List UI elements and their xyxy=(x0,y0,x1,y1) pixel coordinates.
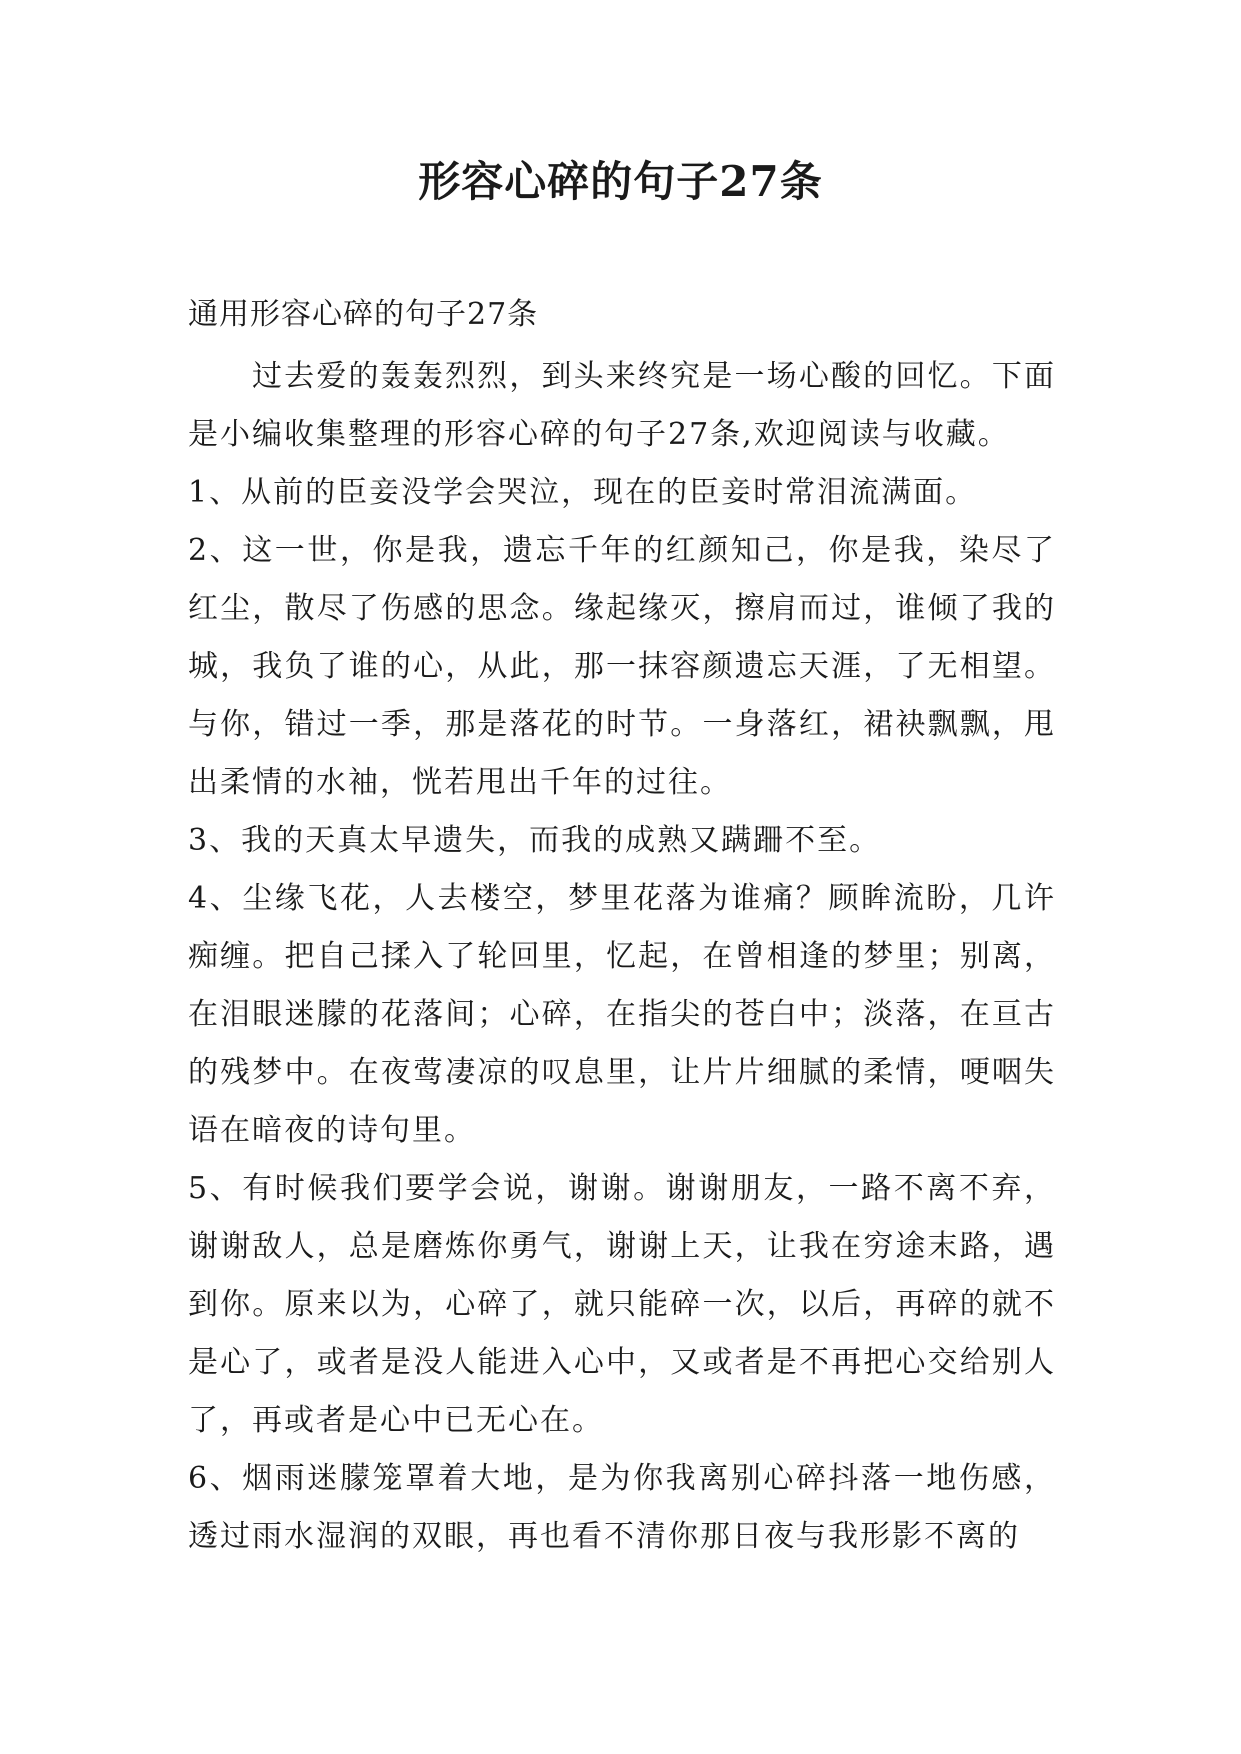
document-title: 形容心碎的句子27条 xyxy=(418,157,823,206)
list-item: 6、烟雨迷朦笼罩着大地，是为你我离别心碎抖落一地伤感，透过雨水湿润的双眼，再也看不清你那日夜与我形影不离的 xyxy=(188,1461,1056,1554)
list-item: 4、尘缘飞花，人去楼空，梦里花落为谁痛？顾眸流盼，几许痴缠。把自己揉入了轮回里，忆起，在曾相逢的梦里；别离，在泪眼迷朦的花落间；心碎，在指尖的苍白中；淡落，在亘古的残梦中。在夜莺凄凉的叹息里，让片片细腻的柔情，哽咽失语在暗夜的诗句里。 xyxy=(188,881,1056,1148)
list-item: 1、从前的臣妾没学会哭泣，现在的臣妾时常泪流满面。 xyxy=(188,475,978,510)
list-item: 5、有时候我们要学会说，谢谢。谢谢朋友，一路不离不弃，谢谢敌人，总是磨炼你勇气，谢谢上天，让我在穷途末路，遇到你。原来以为，心碎了，就只能碎一次，以后，再碎的就不是心了，或者是没人能进入心中，又或者是不再把心交给别人了，再或者是心中已无心在。 xyxy=(188,1171,1056,1438)
document-body xyxy=(188,286,1056,1566)
list-item: 2、这一世，你是我，遗忘千年的红颜知己，你是我，染尽了红尘，散尽了伤感的思念。缘起缘灭，擦肩而过，谁倾了我的城，我负了谁的心，从此，那一抹容颜遗忘天涯，了无相望。与你，错过一季，那是落花的时节。一身落红，裙袂飘飘，甩出柔情的水袖，恍若甩出千年的过往。 xyxy=(188,533,1056,800)
intro-paragraph: 过去爱的轰轰烈烈，到头来终究是一场心酸的回忆。下面是小编收集整理的形容心碎的句子27条,欢迎阅读与收藏。 xyxy=(188,359,1056,452)
list-item: 3、我的天真太早遗失，而我的成熟又蹒跚不至。 xyxy=(188,823,882,858)
document-subtitle: 通用形容心碎的句子27条 xyxy=(188,297,539,332)
